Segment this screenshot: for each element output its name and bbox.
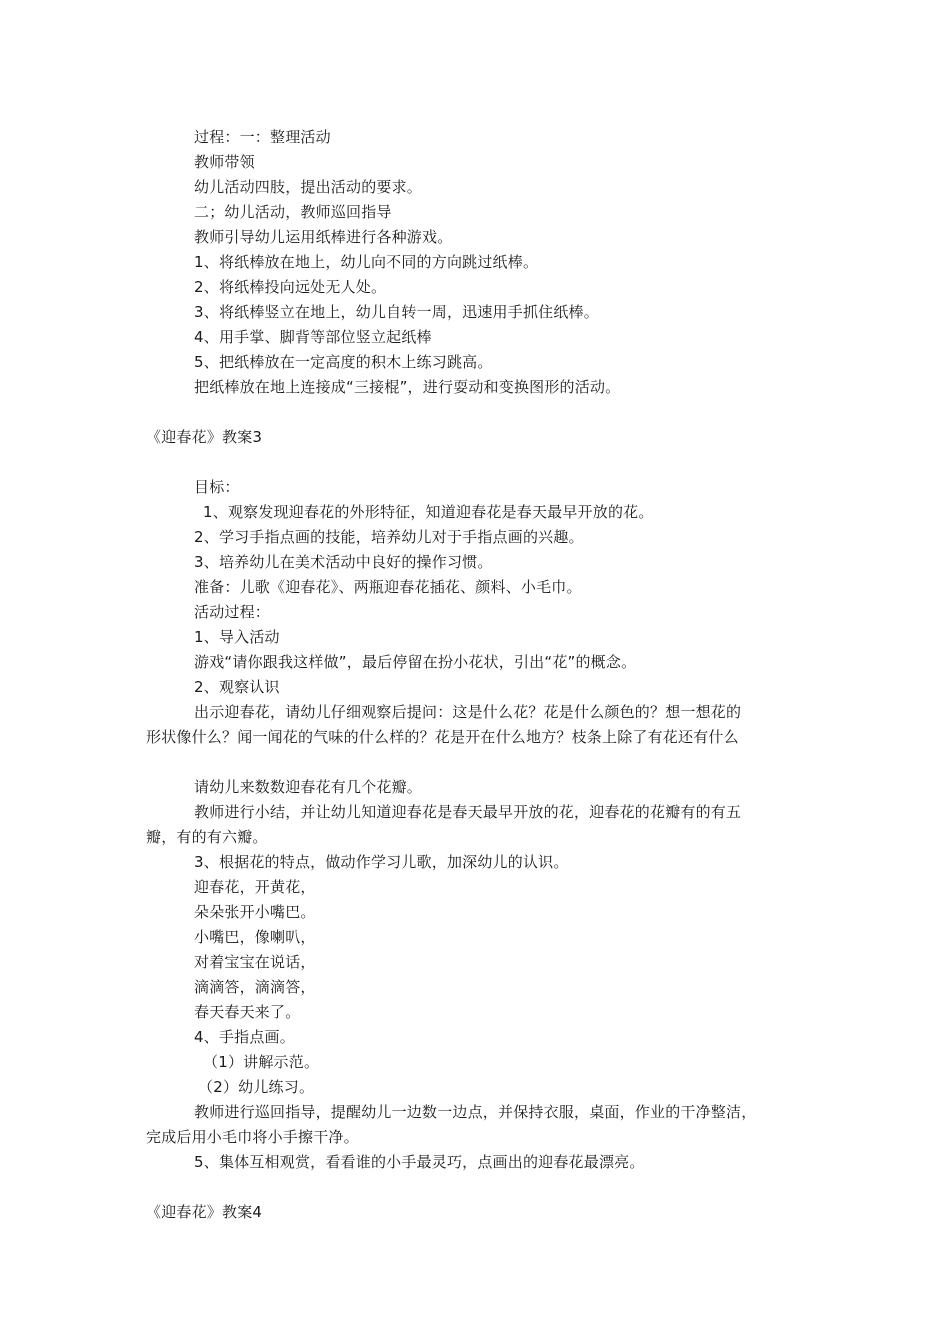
goal-label: 目标： <box>194 478 240 496</box>
step-heading: 1、导入活动 <box>194 628 280 646</box>
text-line: 2、将纸棒投向远处无人处。 <box>194 278 387 296</box>
paragraph-line: 形状像什么？闻一闻花的气味的什么样的？花是开在什么地方？枝条上除了有花还有什么 <box>146 728 739 746</box>
paragraph-line: 完成后用小毛巾将小手擦干净。 <box>146 1128 359 1146</box>
paragraph-line: 教师进行巡回指导，提醒幼儿一边数一边点，并保持衣服，桌面，作业的干净整洁， <box>194 1103 757 1121</box>
text-line: 教师带领 <box>194 153 255 171</box>
text-line: 4、用手掌、脚背等部位竖立起纸棒 <box>194 328 432 346</box>
text-line: 3、将纸棒竖立在地上，幼儿自转一周，迅速用手抓住纸棒。 <box>194 303 599 321</box>
goal-item: 1、观察发现迎春花的外形特征，知道迎春花是春天最早开放的花。 <box>203 503 654 521</box>
poem-line: 迎春花，开黄花， <box>194 878 316 896</box>
text-line: 把纸棒放在地上连接成“三接棍”，进行耍动和变换图形的活动。 <box>194 378 621 396</box>
text-line: 教师引导幼儿运用纸棒进行各种游戏。 <box>194 228 453 246</box>
poem-line: 滴滴答，滴滴答， <box>194 978 316 996</box>
paragraph-line: 出示迎春花，请幼儿仔细观察后提问：这是什么花？花是什么颜色的？想一想花的 <box>194 703 742 721</box>
text-line: 幼儿活动四肢，提出活动的要求。 <box>194 178 423 196</box>
process-label: 活动过程： <box>194 603 271 621</box>
poem-line: 对着宝宝在说话， <box>194 953 316 971</box>
step-heading: 3、根据花的特点，做动作学习儿歌，加深幼儿的认识。 <box>194 853 569 871</box>
goal-item: 2、学习手指点画的技能，培养幼儿对于手指点画的兴趣。 <box>194 528 584 546</box>
paragraph-line: 瓣，有的有六瓣。 <box>146 828 268 846</box>
text-line: 过程：一：整理活动 <box>194 128 331 146</box>
text-line: 二；幼儿活动，教师巡回指导 <box>194 203 392 221</box>
text-line: 1、将纸棒放在地上，幼儿向不同的方向跳过纸棒。 <box>194 253 539 271</box>
section-title: 《迎春花》教案3 <box>146 428 263 446</box>
step-text: 游戏“请你跟我这样做”，最后停留在扮小花状，引出“花”的概念。 <box>194 653 637 671</box>
preparation: 准备：儿歌《迎春花》、两瓶迎春花插花、颜料、小毛巾。 <box>194 578 582 596</box>
step-heading: 4、手指点画。 <box>194 1028 295 1046</box>
poem-line: 小嘴巴，像喇叭， <box>194 928 316 946</box>
poem-line: 春天春天来了。 <box>194 1003 301 1021</box>
paragraph-line: 教师进行小结，并让幼儿知道迎春花是春天最早开放的花，迎春花的花瓣有的有五 <box>194 803 742 821</box>
text-line: 5、把纸棒放在一定高度的积木上练习跳高。 <box>194 353 493 371</box>
goal-item: 3、培养幼儿在美术活动中良好的操作习惯。 <box>194 553 493 571</box>
sub-step: （1）讲解示范。 <box>203 1053 320 1071</box>
sub-step: （2）幼儿练习。 <box>198 1078 315 1096</box>
poem-line: 朵朵张开小嘴巴。 <box>194 903 316 921</box>
section-title: 《迎春花》教案4 <box>146 1203 263 1221</box>
step-heading: 5、集体互相观赏，看看谁的小手最灵巧，点画出的迎春花最漂亮。 <box>194 1153 645 1171</box>
paragraph-line: 请幼儿来数数迎春花有几个花瓣。 <box>194 778 423 796</box>
step-heading: 2、观察认识 <box>194 678 280 696</box>
